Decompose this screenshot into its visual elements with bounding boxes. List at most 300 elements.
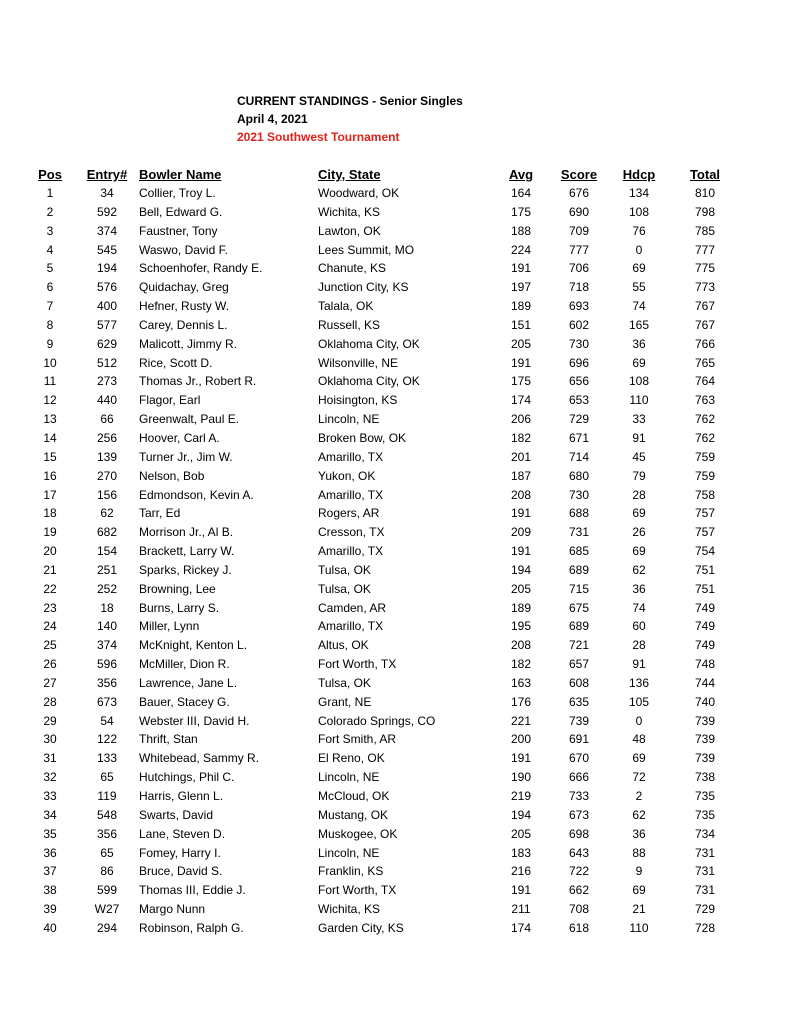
cell-city: Amarillo, TX xyxy=(318,449,384,464)
cell-city: Amarillo, TX xyxy=(318,544,384,559)
cell-pos: 22 xyxy=(43,581,57,596)
cell-hdcp: 36 xyxy=(632,826,646,841)
cell-avg: 205 xyxy=(510,581,532,596)
cell-total: 734 xyxy=(694,826,716,841)
cell-pos: 27 xyxy=(43,675,57,690)
cell-total: 757 xyxy=(694,525,716,540)
cell-entry: 34 xyxy=(100,186,114,200)
cell-hdcp: 9 xyxy=(635,864,643,879)
table-row xyxy=(0,297,791,316)
cell-entry: 18 xyxy=(100,600,114,615)
cell-pos: 25 xyxy=(43,638,57,653)
cell-name: Lawrence, Jane L. xyxy=(139,675,238,690)
cell-name: Nelson, Bob xyxy=(139,468,205,483)
table-row xyxy=(0,712,791,731)
cell-total: 738 xyxy=(694,770,716,785)
cell-name: Waswo, David F. xyxy=(139,242,228,257)
cell-avg: 194 xyxy=(510,562,532,577)
table-row xyxy=(0,749,791,768)
cell-city: Muskogee, OK xyxy=(318,826,398,841)
cell-city: Fort Worth, TX xyxy=(318,657,397,672)
cell-avg: 201 xyxy=(510,449,532,464)
cell-name: Morrison Jr., Al B. xyxy=(139,525,234,540)
cell-pos: 9 xyxy=(46,336,54,351)
cell-hdcp: 110 xyxy=(629,393,649,408)
cell-hdcp: 21 xyxy=(632,902,646,917)
cell-city: El Reno, OK xyxy=(318,751,385,766)
standings-table xyxy=(0,166,791,938)
cell-total: 739 xyxy=(694,751,716,766)
cell-avg: 208 xyxy=(510,487,532,502)
cell-entry: 294 xyxy=(96,920,118,935)
cell-city: Fort Smith, AR xyxy=(318,732,397,747)
cell-score: 657 xyxy=(568,657,590,672)
cell-avg: 205 xyxy=(510,336,532,351)
cell-name: Tarr, Ed xyxy=(139,506,181,521)
table-row xyxy=(0,372,791,391)
cell-hdcp: 91 xyxy=(632,430,646,445)
cell-total: 765 xyxy=(694,355,716,370)
cell-avg: 191 xyxy=(510,544,532,559)
cell-entry: 548 xyxy=(96,807,118,822)
cell-score: 718 xyxy=(568,280,590,295)
cell-pos: 29 xyxy=(43,713,57,728)
table-row xyxy=(0,674,791,693)
col-header-city: City, State xyxy=(318,167,381,182)
cell-pos: 10 xyxy=(43,355,57,370)
cell-score: 675 xyxy=(568,600,590,615)
cell-city: Camden, AR xyxy=(318,600,387,615)
cell-total: 744 xyxy=(694,675,716,690)
cell-entry: 122 xyxy=(96,732,118,747)
cell-total: 749 xyxy=(694,600,716,615)
cell-total: 762 xyxy=(694,430,716,445)
cell-score: 714 xyxy=(568,449,590,464)
tournament-name: 2021 Southwest Tournament xyxy=(237,130,400,144)
cell-avg: 190 xyxy=(510,770,532,785)
table-row xyxy=(0,881,791,900)
cell-city: Altus, OK xyxy=(318,638,369,653)
cell-pos: 24 xyxy=(43,619,57,634)
cell-pos: 34 xyxy=(43,807,57,822)
table-row xyxy=(0,523,791,542)
cell-score: 731 xyxy=(568,525,590,540)
cell-hdcp: 108 xyxy=(628,374,650,389)
table-row xyxy=(0,542,791,561)
cell-total: 735 xyxy=(694,807,716,822)
cell-score: 673 xyxy=(568,807,590,822)
table-row xyxy=(0,768,791,787)
cell-total: 762 xyxy=(694,412,716,427)
table-row xyxy=(0,203,791,222)
cell-name: Swarts, David xyxy=(139,807,214,822)
cell-avg: 164 xyxy=(510,186,532,200)
cell-pos: 21 xyxy=(43,562,57,577)
cell-city: Wichita, KS xyxy=(318,204,381,219)
cell-hdcp: 74 xyxy=(632,600,646,615)
cell-name: McMiller, Dion R. xyxy=(139,657,230,672)
cell-score: 685 xyxy=(568,544,590,559)
cell-city: Oklahoma City, OK xyxy=(318,374,420,389)
cell-avg: 188 xyxy=(510,223,532,238)
cell-hdcp: 0 xyxy=(635,242,643,257)
cell-score: 698 xyxy=(568,826,590,841)
table-row xyxy=(0,561,791,580)
cell-avg: 219 xyxy=(510,789,532,803)
cell-pos: 17 xyxy=(43,487,57,502)
cell-name: Schoenhofer, Randy E. xyxy=(139,261,263,276)
cell-city: McCloud, OK xyxy=(318,789,390,803)
cell-name: Rice, Scott D. xyxy=(139,355,213,370)
cell-hdcp: 62 xyxy=(632,562,646,577)
cell-pos: 3 xyxy=(46,223,54,238)
cell-pos: 16 xyxy=(43,468,57,483)
cell-pos: 12 xyxy=(43,393,57,408)
cell-hdcp: 45 xyxy=(632,449,646,464)
cell-entry: 576 xyxy=(96,280,118,295)
table-row xyxy=(0,429,791,448)
cell-score: 688 xyxy=(568,506,590,521)
cell-avg: 208 xyxy=(510,638,532,653)
cell-hdcp: 69 xyxy=(632,751,646,766)
table-row xyxy=(0,467,791,486)
cell-avg: 191 xyxy=(510,261,532,276)
cell-city: Garden City, KS xyxy=(318,920,404,935)
cell-score: 729 xyxy=(568,412,590,427)
cell-name: Thomas Jr., Robert R. xyxy=(139,374,257,389)
cell-total: 798 xyxy=(694,204,716,219)
cell-entry: 400 xyxy=(96,299,118,314)
table-row xyxy=(0,486,791,505)
cell-city: Amarillo, TX xyxy=(318,619,384,634)
cell-name: Hutchings, Phil C. xyxy=(139,770,235,785)
cell-total: 740 xyxy=(694,694,716,709)
cell-score: 656 xyxy=(568,374,590,389)
cell-hdcp: 36 xyxy=(632,336,646,351)
cell-city: Mustang, OK xyxy=(318,807,389,822)
cell-avg: 191 xyxy=(510,751,532,766)
cell-avg: 182 xyxy=(510,657,532,672)
cell-score: 730 xyxy=(568,336,590,351)
cell-total: 749 xyxy=(694,638,716,653)
cell-name: McKnight, Kenton L. xyxy=(139,638,248,653)
cell-pos: 15 xyxy=(43,449,57,464)
cell-city: Wilsonville, NE xyxy=(318,355,399,370)
cell-name: Bell, Edward G. xyxy=(139,204,223,219)
cell-score: 670 xyxy=(568,751,590,766)
cell-total: 766 xyxy=(694,336,716,351)
cell-city: Lincoln, NE xyxy=(318,412,380,427)
cell-name: Robinson, Ralph G. xyxy=(139,920,244,935)
cell-hdcp: 55 xyxy=(632,280,646,295)
cell-total: 729 xyxy=(694,902,716,917)
cell-total: 731 xyxy=(694,883,716,898)
cell-pos: 19 xyxy=(43,525,57,540)
cell-entry: 682 xyxy=(96,525,118,540)
cell-name: Flagor, Earl xyxy=(139,393,201,408)
cell-score: 689 xyxy=(568,619,590,634)
cell-city: Cresson, TX xyxy=(318,525,385,540)
col-header-name: Bowler Name xyxy=(139,167,222,182)
cell-entry: 194 xyxy=(96,261,118,276)
cell-entry: 252 xyxy=(96,581,118,596)
cell-entry: 512 xyxy=(96,355,118,370)
cell-total: 754 xyxy=(694,544,716,559)
table-row xyxy=(0,222,791,241)
cell-avg: 206 xyxy=(510,412,532,427)
cell-entry: 356 xyxy=(96,826,118,841)
cell-total: 735 xyxy=(694,789,716,803)
cell-total: 759 xyxy=(694,468,716,483)
cell-avg: 221 xyxy=(510,713,532,728)
cell-hdcp: 69 xyxy=(632,883,646,898)
table-row xyxy=(0,335,791,354)
cell-pos: 37 xyxy=(43,864,57,879)
cell-hdcp: 105 xyxy=(628,694,650,709)
cell-city: Amarillo, TX xyxy=(318,487,384,502)
cell-city: Woodward, OK xyxy=(318,186,400,200)
cell-avg: 195 xyxy=(510,619,532,634)
cell-pos: 11 xyxy=(43,374,57,389)
cell-avg: 175 xyxy=(510,204,532,219)
cell-total: 751 xyxy=(694,581,716,596)
cell-hdcp: 72 xyxy=(632,770,646,785)
cell-avg: 191 xyxy=(510,883,532,898)
cell-score: 739 xyxy=(568,713,590,728)
standings-date: April 4, 2021 xyxy=(237,112,308,126)
cell-avg: 163 xyxy=(510,675,532,690)
cell-pos: 6 xyxy=(46,280,54,295)
cell-total: 759 xyxy=(694,449,716,464)
cell-pos: 32 xyxy=(43,770,57,785)
cell-name: Bauer, Stacey G. xyxy=(139,694,230,709)
cell-name: Edmondson, Kevin A. xyxy=(139,487,254,502)
cell-pos: 23 xyxy=(43,600,57,615)
cell-total: 757 xyxy=(694,506,716,521)
cell-hdcp: 74 xyxy=(632,299,646,314)
cell-entry: 62 xyxy=(100,506,114,521)
table-row xyxy=(0,919,791,938)
cell-entry: 139 xyxy=(96,449,118,464)
cell-score: 618 xyxy=(568,920,590,935)
cell-hdcp: 48 xyxy=(632,732,646,747)
cell-hdcp: 28 xyxy=(632,638,646,653)
cell-entry: 596 xyxy=(96,657,118,672)
table-row xyxy=(0,862,791,881)
col-header-score: Score xyxy=(560,167,598,182)
cell-pos: 4 xyxy=(46,242,54,257)
cell-avg: 182 xyxy=(510,430,532,445)
cell-entry: 65 xyxy=(100,770,114,785)
cell-entry: 592 xyxy=(96,204,118,219)
cell-hdcp: 28 xyxy=(632,487,646,502)
cell-score: 693 xyxy=(568,299,590,314)
cell-city: Tulsa, OK xyxy=(318,581,371,596)
cell-avg: 197 xyxy=(510,280,532,295)
cell-score: 653 xyxy=(568,393,590,408)
cell-city: Lawton, OK xyxy=(318,223,381,238)
cell-name: Webster III, David H. xyxy=(139,713,250,728)
cell-entry: 545 xyxy=(96,242,118,257)
cell-total: 763 xyxy=(694,393,716,408)
cell-pos: 7 xyxy=(46,299,54,314)
cell-avg: 191 xyxy=(510,355,532,370)
cell-pos: 31 xyxy=(43,751,57,766)
cell-score: 721 xyxy=(568,638,590,653)
cell-city: Chanute, KS xyxy=(318,261,387,276)
cell-pos: 40 xyxy=(43,920,57,935)
cell-entry: 133 xyxy=(96,751,118,766)
col-header-pos: Pos xyxy=(38,167,62,182)
cell-avg: 205 xyxy=(510,826,532,841)
cell-name: Collier, Troy L. xyxy=(139,186,216,200)
cell-pos: 18 xyxy=(43,506,57,521)
cell-avg: 216 xyxy=(510,864,532,879)
cell-city: Broken Bow, OK xyxy=(318,430,407,445)
cell-pos: 14 xyxy=(43,430,57,445)
cell-city: Lincoln, NE xyxy=(318,845,380,860)
cell-avg: 174 xyxy=(510,920,532,935)
cell-hdcp: 69 xyxy=(632,355,646,370)
cell-name: Whitebead, Sammy R. xyxy=(139,751,260,766)
cell-hdcp: 88 xyxy=(632,845,646,860)
table-row xyxy=(0,504,791,523)
cell-entry: 119 xyxy=(97,789,117,803)
cell-name: Fomey, Harry I. xyxy=(139,845,221,860)
cell-entry: 673 xyxy=(96,694,118,709)
cell-entry: 54 xyxy=(100,713,114,728)
cell-score: 671 xyxy=(568,430,590,445)
cell-avg: 211 xyxy=(511,902,531,917)
cell-score: 602 xyxy=(568,317,590,332)
cell-score: 608 xyxy=(568,675,590,690)
cell-avg: 224 xyxy=(510,242,532,257)
cell-total: 764 xyxy=(694,374,716,389)
cell-total: 749 xyxy=(694,619,716,634)
table-row xyxy=(0,599,791,618)
cell-name: Faustner, Tony xyxy=(139,223,218,238)
cell-score: 643 xyxy=(568,845,590,860)
table-row xyxy=(0,617,791,636)
cell-entry: 154 xyxy=(96,544,118,559)
cell-city: Tulsa, OK xyxy=(318,562,371,577)
cell-total: 728 xyxy=(694,920,716,935)
cell-avg: 174 xyxy=(510,393,532,408)
table-row xyxy=(0,410,791,429)
table-row xyxy=(0,636,791,655)
cell-city: Tulsa, OK xyxy=(318,675,371,690)
cell-total: 758 xyxy=(694,487,716,502)
cell-total: 775 xyxy=(694,261,716,276)
table-row xyxy=(0,806,791,825)
cell-score: 676 xyxy=(568,186,590,200)
cell-city: Colorado Springs, CO xyxy=(318,713,436,728)
table-row xyxy=(0,844,791,863)
cell-pos: 39 xyxy=(43,902,57,917)
cell-score: 662 xyxy=(568,883,590,898)
cell-entry: 273 xyxy=(96,374,118,389)
cell-score: 666 xyxy=(568,770,590,785)
cell-name: Margo Nunn xyxy=(139,902,206,917)
cell-total: 785 xyxy=(694,223,716,238)
col-header-total: Total xyxy=(689,167,721,182)
cell-score: 706 xyxy=(568,261,590,276)
cell-hdcp: 69 xyxy=(632,544,646,559)
cell-score: 696 xyxy=(568,355,590,370)
cell-avg: 175 xyxy=(510,374,532,389)
cell-score: 680 xyxy=(568,468,590,483)
cell-avg: 209 xyxy=(510,525,532,540)
cell-name: Thomas III, Eddie J. xyxy=(139,883,246,898)
table-row xyxy=(0,354,791,373)
cell-name: Thrift, Stan xyxy=(139,732,198,747)
cell-city: Grant, NE xyxy=(318,694,372,709)
cell-avg: 189 xyxy=(510,299,532,314)
cell-city: Fort Worth, TX xyxy=(318,883,397,898)
cell-score: 733 xyxy=(568,789,590,803)
cell-total: 777 xyxy=(694,242,716,257)
cell-hdcp: 60 xyxy=(632,619,646,634)
cell-pos: 1 xyxy=(46,186,54,200)
cell-total: 739 xyxy=(694,713,716,728)
table-row xyxy=(0,580,791,599)
cell-name: Greenwalt, Paul E. xyxy=(139,412,240,427)
cell-entry: 156 xyxy=(96,487,118,502)
cell-total: 773 xyxy=(694,280,716,295)
table-row xyxy=(0,184,791,203)
cell-city: Franklin, KS xyxy=(318,864,384,879)
cell-entry: 356 xyxy=(96,675,118,690)
cell-pos: 5 xyxy=(46,261,54,276)
cell-avg: 151 xyxy=(510,317,532,332)
table-body xyxy=(0,184,791,938)
cell-hdcp: 26 xyxy=(632,525,646,540)
cell-hdcp: 110 xyxy=(629,920,649,935)
table-row xyxy=(0,900,791,919)
table-row xyxy=(0,787,791,806)
cell-name: Miller, Lynn xyxy=(139,619,200,634)
cell-name: Sparks, Rickey J. xyxy=(139,562,232,577)
cell-hdcp: 62 xyxy=(632,807,646,822)
cell-pos: 2 xyxy=(46,204,54,219)
table-row xyxy=(0,655,791,674)
col-header-entry: Entry# xyxy=(86,167,128,182)
cell-entry: 599 xyxy=(96,883,118,898)
cell-hdcp: 134 xyxy=(628,186,650,200)
cell-score: 777 xyxy=(568,242,590,257)
cell-avg: 200 xyxy=(510,732,532,747)
cell-entry: 66 xyxy=(100,412,114,427)
cell-name: Harris, Glenn L. xyxy=(139,789,224,803)
cell-pos: 20 xyxy=(43,544,57,559)
cell-name: Hefner, Rusty W. xyxy=(139,299,230,314)
cell-pos: 30 xyxy=(43,732,57,747)
table-row xyxy=(0,730,791,749)
table-row xyxy=(0,391,791,410)
cell-hdcp: 165 xyxy=(628,317,650,332)
cell-hdcp: 33 xyxy=(632,412,646,427)
cell-entry: 577 xyxy=(96,317,118,332)
cell-entry: 251 xyxy=(96,562,118,577)
cell-score: 689 xyxy=(568,562,590,577)
cell-score: 691 xyxy=(568,732,590,747)
cell-entry: 374 xyxy=(96,223,118,238)
cell-pos: 28 xyxy=(43,694,57,709)
cell-name: Bruce, David S. xyxy=(139,864,223,879)
cell-pos: 33 xyxy=(43,789,57,803)
cell-avg: 183 xyxy=(510,845,532,860)
cell-hdcp: 69 xyxy=(632,506,646,521)
